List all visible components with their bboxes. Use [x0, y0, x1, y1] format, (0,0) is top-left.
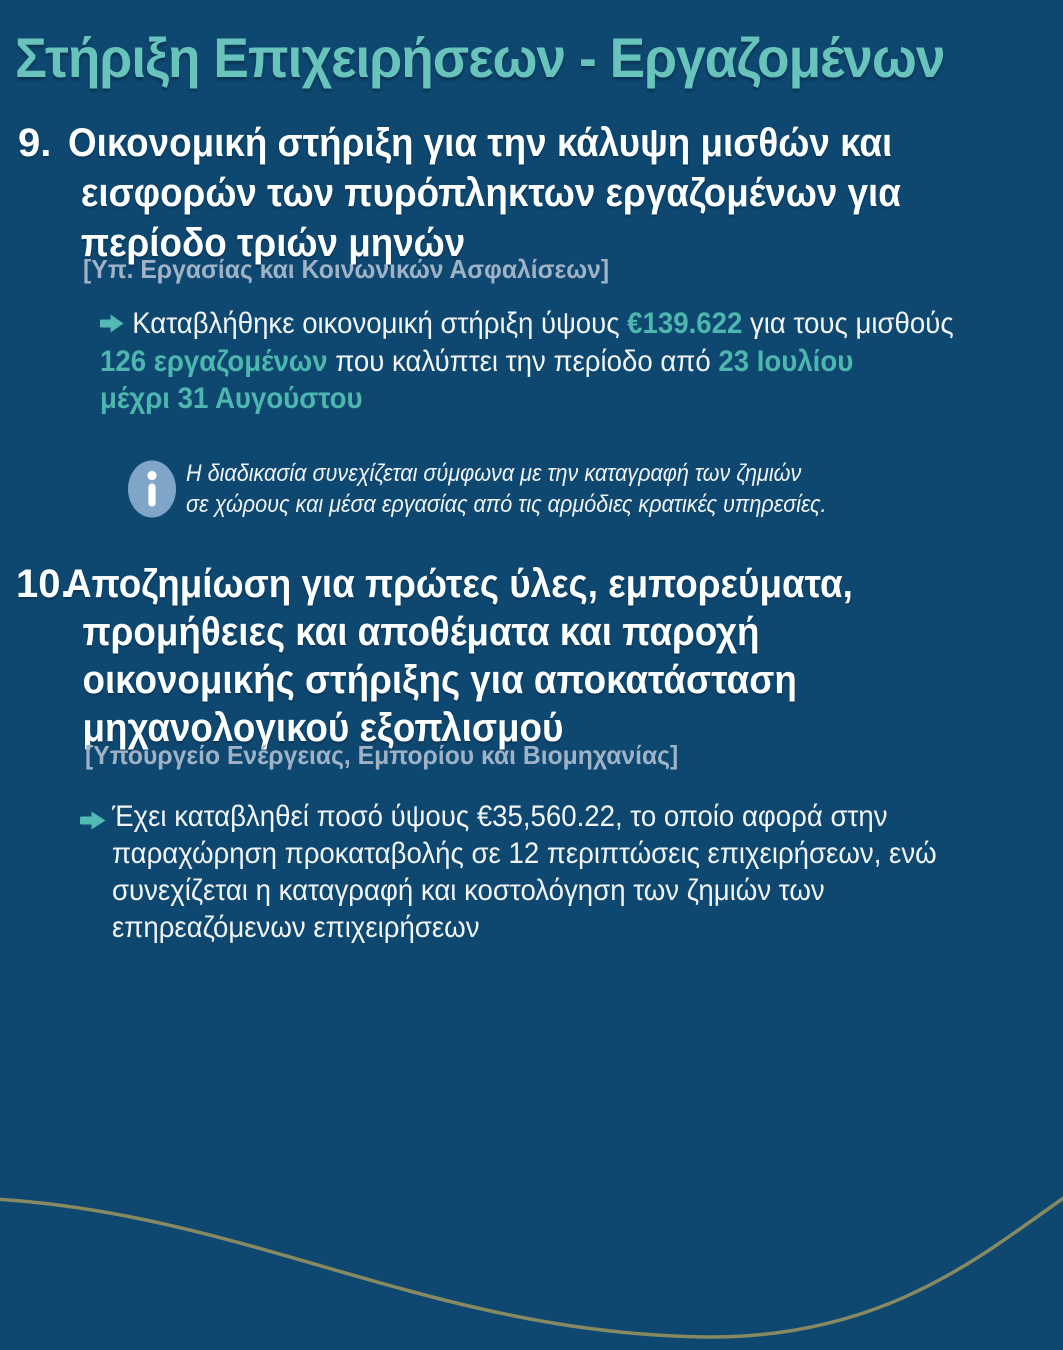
amount-highlight: €139.622: [627, 307, 743, 340]
bullet-line: [100, 380, 954, 417]
info-icon: [128, 460, 176, 523]
item-10-heading: [65, 560, 853, 752]
bullet-line: επηρεαζόμενων επιχειρήσεων: [112, 911, 480, 944]
heading-line: εισφορών των πυρόπληκτων εργαζομένων για: [80, 171, 901, 215]
heading-line: οικονομικής στήριξης για αποκατάσταση: [82, 658, 797, 702]
bullet-line: [100, 305, 954, 343]
bullet-line: παραχώρηση προκαταβολής σε 12 περιπτώσεις επιχειρήσεων, ενώ: [112, 837, 937, 870]
heading-line: προμήθειες και αποθέματα και παροχή: [82, 610, 760, 654]
note-line: σε χώρους και μέσα εργασίας από τις αρμόδιες κρατικές υπηρεσίες.: [186, 491, 827, 518]
heading-line: περίοδο τριών μηνών: [80, 221, 466, 265]
date-highlight: μέχρι 31 Αυγούστου: [100, 382, 363, 415]
item-9-number: 9.: [18, 121, 52, 165]
page-title: Στήριξη Επιχειρήσεων - Εργαζομένων: [15, 26, 945, 89]
bullet-text: Καταβλήθηκε οικονομική στήριξη ύψους: [132, 307, 628, 340]
note-line: Η διαδικασία συνεχίζεται σύμφωνα με την καταγραφή των ζημιών: [186, 460, 802, 487]
bullet-text: για τους μισθούς: [742, 307, 954, 340]
item-9-ministry: [Υπ. Εργασίας και Κοινωνικών Ασφαλίσεων]: [83, 254, 610, 284]
item-9-bullet: [100, 305, 954, 417]
item-9-heading: [68, 118, 901, 268]
workers-highlight: 126 εργαζομένων: [100, 345, 328, 378]
heading-line: Οικονομική στήριξη για την κάλυψη μισθών και: [68, 121, 893, 165]
bullet-line: συνεχίζεται η καταγραφή και κοστολόγηση των ζημιών των: [112, 874, 825, 907]
item-10-number: 10.: [16, 562, 72, 606]
arrow-right-icon: [100, 306, 125, 343]
bullet-line: Έχει καταβληθεί ποσό ύψους €35,560.22, το οποίο αφορά στην: [112, 800, 888, 833]
bullet-text: που καλύπτει την περίοδο από: [327, 345, 719, 378]
info-note: [186, 458, 826, 520]
arrow-right-icon: [80, 810, 107, 836]
bullet-line: [100, 343, 954, 380]
heading-line: Αποζημίωση για πρώτες ύλες, εμπορεύματα,: [65, 562, 853, 606]
item-10-bullet: [112, 798, 937, 946]
item-10-ministry: [Υπουργείο Ενέργειας, Εμπορίου και Βιομηχανίας]: [85, 740, 679, 770]
heading-line: μηχανολογικού εξοπλισμού: [82, 706, 564, 750]
date-highlight: 23 Ιουλίου: [718, 345, 854, 378]
